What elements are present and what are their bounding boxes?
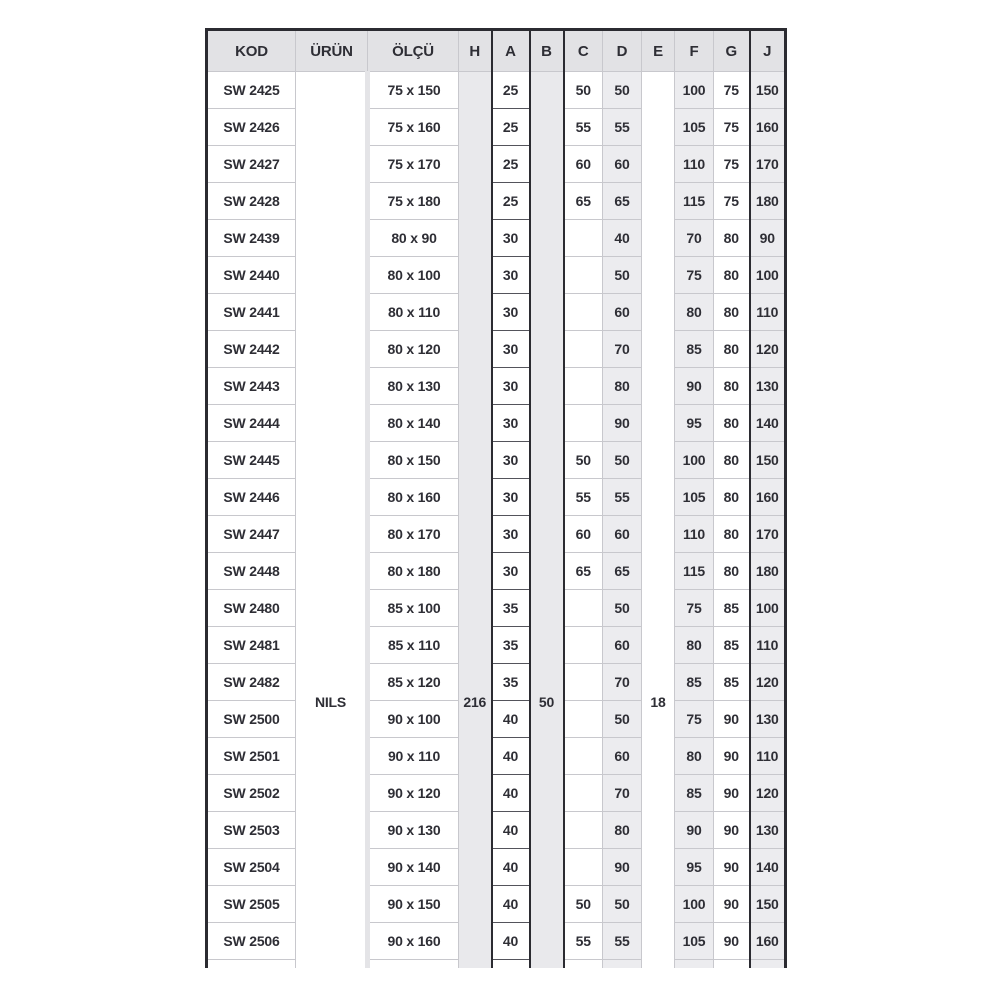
kod-cell: SW 2428 xyxy=(207,183,296,220)
kod-cell: SW 2503 xyxy=(207,812,296,849)
c-cell xyxy=(564,775,603,812)
c-cell xyxy=(564,294,603,331)
j-cell: 160 xyxy=(750,923,786,960)
f-cell: 95 xyxy=(675,405,714,442)
table-row xyxy=(207,886,786,923)
g-cell: 80 xyxy=(714,442,750,479)
a-cell: 30 xyxy=(492,516,530,553)
table-body xyxy=(207,72,786,969)
j-cell: 150 xyxy=(750,442,786,479)
a-cell: 25 xyxy=(492,183,530,220)
d-cell: 50 xyxy=(603,72,642,109)
j-cell: 120 xyxy=(750,664,786,701)
f-cell: 115 xyxy=(675,183,714,220)
table-row xyxy=(207,775,786,812)
column-header-j: J xyxy=(750,30,786,72)
d-cell: 40 xyxy=(603,220,642,257)
a-cell: 40 xyxy=(492,812,530,849)
column-header-e: E xyxy=(642,30,675,72)
c-cell xyxy=(564,627,603,664)
kod-cell: SW 2443 xyxy=(207,368,296,405)
g-cell: 90 xyxy=(714,775,750,812)
column-header-olcu: ÖLÇÜ xyxy=(368,30,459,72)
c-cell xyxy=(564,590,603,627)
column-header-g: G xyxy=(714,30,750,72)
olcu-cell: 85 x 120 xyxy=(368,664,459,701)
column-header-b: B xyxy=(530,30,564,72)
urun-merged-cell-label: NILS xyxy=(314,694,347,710)
olcu-cell: 90 x 140 xyxy=(368,849,459,886)
a-cell: 25 xyxy=(492,72,530,109)
table-row xyxy=(207,516,786,553)
column-header-c: C xyxy=(564,30,603,72)
j-cell: 90 xyxy=(750,220,786,257)
a-cell: 40 xyxy=(492,849,530,886)
c-cell xyxy=(564,960,603,969)
a-cell: 30 xyxy=(492,405,530,442)
table-row xyxy=(207,442,786,479)
table-row xyxy=(207,146,786,183)
a-cell: 40 xyxy=(492,923,530,960)
g-cell: 75 xyxy=(714,109,750,146)
d-cell: 60 xyxy=(603,294,642,331)
table-header xyxy=(207,30,786,72)
a-cell: 30 xyxy=(492,220,530,257)
f-cell: 75 xyxy=(675,257,714,294)
olcu-cell: 80 x 170 xyxy=(368,516,459,553)
c-cell: 65 xyxy=(564,183,603,220)
j-cell: 140 xyxy=(750,405,786,442)
d-cell: 50 xyxy=(603,701,642,738)
a-cell: 25 xyxy=(492,146,530,183)
g-cell: 85 xyxy=(714,664,750,701)
partial-bottom-row xyxy=(207,960,786,969)
kod-cell: SW 2504 xyxy=(207,849,296,886)
j-cell: 130 xyxy=(750,701,786,738)
e-merged-cell xyxy=(642,72,675,969)
h-merged-cell-label: 216 xyxy=(463,694,487,710)
g-cell: 85 xyxy=(714,590,750,627)
table-row xyxy=(207,553,786,590)
table-row xyxy=(207,664,786,701)
kod-cell: SW 2505 xyxy=(207,886,296,923)
d-cell: 60 xyxy=(603,627,642,664)
kod-cell: SW 2447 xyxy=(207,516,296,553)
a-cell: 35 xyxy=(492,664,530,701)
d-cell: 80 xyxy=(603,812,642,849)
j-cell: 120 xyxy=(750,331,786,368)
f-cell: 110 xyxy=(675,516,714,553)
a-cell: 30 xyxy=(492,479,530,516)
column-header-urun: ÜRÜN xyxy=(296,30,368,72)
j-cell: 140 xyxy=(750,849,786,886)
g-cell: 75 xyxy=(714,183,750,220)
table-row xyxy=(207,923,786,960)
table-row xyxy=(207,257,786,294)
kod-cell xyxy=(207,960,296,969)
g-cell: 80 xyxy=(714,368,750,405)
d-cell: 90 xyxy=(603,849,642,886)
urun-merged-cell xyxy=(296,72,368,969)
f-cell: 110 xyxy=(675,146,714,183)
kod-cell: SW 2426 xyxy=(207,109,296,146)
g-cell: 80 xyxy=(714,405,750,442)
table-row xyxy=(207,72,786,109)
olcu-cell: 85 x 110 xyxy=(368,627,459,664)
g-cell: 75 xyxy=(714,146,750,183)
f-cell: 90 xyxy=(675,812,714,849)
c-cell xyxy=(564,664,603,701)
f-cell: 105 xyxy=(675,923,714,960)
j-cell: 150 xyxy=(750,886,786,923)
a-cell: 40 xyxy=(492,701,530,738)
f-cell: 85 xyxy=(675,664,714,701)
c-cell: 65 xyxy=(564,553,603,590)
kod-cell: SW 2442 xyxy=(207,331,296,368)
g-cell: 90 xyxy=(714,849,750,886)
f-cell: 80 xyxy=(675,738,714,775)
olcu-cell: 90 x 110 xyxy=(368,738,459,775)
olcu-cell: 75 x 160 xyxy=(368,109,459,146)
f-cell: 100 xyxy=(675,442,714,479)
olcu-cell: 80 x 150 xyxy=(368,442,459,479)
f-cell: 115 xyxy=(675,553,714,590)
d-cell: 50 xyxy=(603,886,642,923)
f-cell xyxy=(675,960,714,969)
olcu-cell: 80 x 120 xyxy=(368,331,459,368)
kod-cell: SW 2445 xyxy=(207,442,296,479)
column-header-f: F xyxy=(675,30,714,72)
g-cell: 80 xyxy=(714,257,750,294)
a-cell: 40 xyxy=(492,886,530,923)
g-cell: 90 xyxy=(714,701,750,738)
c-cell xyxy=(564,257,603,294)
c-cell: 50 xyxy=(564,72,603,109)
olcu-cell: 90 x 120 xyxy=(368,775,459,812)
c-cell xyxy=(564,738,603,775)
kod-cell: SW 2502 xyxy=(207,775,296,812)
f-cell: 70 xyxy=(675,220,714,257)
f-cell: 85 xyxy=(675,775,714,812)
d-cell: 80 xyxy=(603,368,642,405)
kod-cell: SW 2425 xyxy=(207,72,296,109)
f-cell: 85 xyxy=(675,331,714,368)
olcu-cell xyxy=(368,960,459,969)
j-cell: 110 xyxy=(750,627,786,664)
olcu-cell: 75 x 170 xyxy=(368,146,459,183)
a-cell: 30 xyxy=(492,553,530,590)
f-cell: 100 xyxy=(675,72,714,109)
j-cell: 100 xyxy=(750,257,786,294)
c-cell: 60 xyxy=(564,516,603,553)
kod-cell: SW 2481 xyxy=(207,627,296,664)
olcu-cell: 90 x 100 xyxy=(368,701,459,738)
kod-cell: SW 2446 xyxy=(207,479,296,516)
c-cell: 60 xyxy=(564,146,603,183)
olcu-cell: 80 x 140 xyxy=(368,405,459,442)
f-cell: 105 xyxy=(675,479,714,516)
g-cell: 90 xyxy=(714,812,750,849)
j-cell: 170 xyxy=(750,146,786,183)
c-cell xyxy=(564,849,603,886)
kod-cell: SW 2506 xyxy=(207,923,296,960)
d-cell: 70 xyxy=(603,331,642,368)
c-cell: 50 xyxy=(564,886,603,923)
j-cell: 130 xyxy=(750,368,786,405)
olcu-cell: 75 x 180 xyxy=(368,183,459,220)
f-cell: 80 xyxy=(675,627,714,664)
a-cell: 35 xyxy=(492,590,530,627)
table-row xyxy=(207,738,786,775)
g-cell: 80 xyxy=(714,553,750,590)
table-row xyxy=(207,294,786,331)
d-cell: 65 xyxy=(603,183,642,220)
g-cell xyxy=(714,960,750,969)
kod-cell: SW 2500 xyxy=(207,701,296,738)
d-cell: 65 xyxy=(603,553,642,590)
kod-cell: SW 2448 xyxy=(207,553,296,590)
table-row xyxy=(207,479,786,516)
c-cell xyxy=(564,701,603,738)
j-cell: 130 xyxy=(750,812,786,849)
f-cell: 105 xyxy=(675,109,714,146)
h-merged-cell xyxy=(459,72,492,969)
d-cell: 55 xyxy=(603,479,642,516)
d-cell: 60 xyxy=(603,738,642,775)
table-row xyxy=(207,368,786,405)
kod-cell: SW 2441 xyxy=(207,294,296,331)
j-cell: 170 xyxy=(750,516,786,553)
j-cell: 150 xyxy=(750,72,786,109)
d-cell xyxy=(603,960,642,969)
c-cell: 55 xyxy=(564,109,603,146)
kod-cell: SW 2482 xyxy=(207,664,296,701)
j-cell: 180 xyxy=(750,553,786,590)
kod-cell: SW 2439 xyxy=(207,220,296,257)
olcu-cell: 90 x 160 xyxy=(368,923,459,960)
g-cell: 90 xyxy=(714,923,750,960)
g-cell: 80 xyxy=(714,516,750,553)
f-cell: 90 xyxy=(675,368,714,405)
a-cell: 40 xyxy=(492,738,530,775)
d-cell: 70 xyxy=(603,664,642,701)
table-row xyxy=(207,849,786,886)
f-cell: 75 xyxy=(675,701,714,738)
c-cell xyxy=(564,812,603,849)
g-cell: 80 xyxy=(714,294,750,331)
j-cell: 160 xyxy=(750,479,786,516)
olcu-cell: 85 x 100 xyxy=(368,590,459,627)
table-row xyxy=(207,812,786,849)
c-cell xyxy=(564,331,603,368)
table-row xyxy=(207,109,786,146)
a-cell: 30 xyxy=(492,257,530,294)
kod-cell: SW 2501 xyxy=(207,738,296,775)
g-cell: 80 xyxy=(714,479,750,516)
c-cell: 50 xyxy=(564,442,603,479)
d-cell: 90 xyxy=(603,405,642,442)
header-row xyxy=(207,30,786,72)
c-cell xyxy=(564,405,603,442)
d-cell: 55 xyxy=(603,923,642,960)
c-cell xyxy=(564,368,603,405)
a-cell: 25 xyxy=(492,109,530,146)
kod-cell: SW 2427 xyxy=(207,146,296,183)
table-row xyxy=(207,627,786,664)
j-cell: 120 xyxy=(750,775,786,812)
olcu-cell: 90 x 150 xyxy=(368,886,459,923)
g-cell: 85 xyxy=(714,627,750,664)
d-cell: 50 xyxy=(603,590,642,627)
d-cell: 60 xyxy=(603,146,642,183)
f-cell: 95 xyxy=(675,849,714,886)
g-cell: 80 xyxy=(714,220,750,257)
j-cell: 110 xyxy=(750,294,786,331)
kod-cell: SW 2444 xyxy=(207,405,296,442)
table-row xyxy=(207,331,786,368)
table-row xyxy=(207,405,786,442)
e-merged-cell-label: 18 xyxy=(650,694,666,710)
a-cell: 35 xyxy=(492,627,530,664)
kod-cell: SW 2480 xyxy=(207,590,296,627)
table-row xyxy=(207,590,786,627)
table-row xyxy=(207,220,786,257)
product-spec-table-wrap xyxy=(205,28,788,968)
j-cell: 100 xyxy=(750,590,786,627)
olcu-cell: 80 x 100 xyxy=(368,257,459,294)
c-cell: 55 xyxy=(564,923,603,960)
g-cell: 80 xyxy=(714,331,750,368)
f-cell: 80 xyxy=(675,294,714,331)
olcu-cell: 80 x 180 xyxy=(368,553,459,590)
d-cell: 55 xyxy=(603,109,642,146)
f-cell: 100 xyxy=(675,886,714,923)
olcu-cell: 80 x 160 xyxy=(368,479,459,516)
b-merged-cell-label: 50 xyxy=(538,694,555,710)
olcu-cell: 80 x 90 xyxy=(368,220,459,257)
a-cell xyxy=(492,960,530,969)
j-cell: 160 xyxy=(750,109,786,146)
b-merged-cell xyxy=(530,72,564,969)
d-cell: 60 xyxy=(603,516,642,553)
g-cell: 90 xyxy=(714,886,750,923)
d-cell: 50 xyxy=(603,257,642,294)
g-cell: 90 xyxy=(714,738,750,775)
d-cell: 50 xyxy=(603,442,642,479)
a-cell: 30 xyxy=(492,294,530,331)
d-cell: 70 xyxy=(603,775,642,812)
column-header-d: D xyxy=(603,30,642,72)
product-spec-table xyxy=(205,28,787,968)
column-header-h: H xyxy=(459,30,492,72)
c-cell: 55 xyxy=(564,479,603,516)
column-header-a: A xyxy=(492,30,530,72)
column-header-kod: KOD xyxy=(207,30,296,72)
kod-cell: SW 2440 xyxy=(207,257,296,294)
j-cell: 180 xyxy=(750,183,786,220)
j-cell xyxy=(750,960,786,969)
a-cell: 30 xyxy=(492,331,530,368)
g-cell: 75 xyxy=(714,72,750,109)
f-cell: 75 xyxy=(675,590,714,627)
olcu-cell: 90 x 130 xyxy=(368,812,459,849)
a-cell: 30 xyxy=(492,368,530,405)
olcu-cell: 80 x 110 xyxy=(368,294,459,331)
a-cell: 40 xyxy=(492,775,530,812)
j-cell: 110 xyxy=(750,738,786,775)
olcu-cell: 75 x 150 xyxy=(368,72,459,109)
olcu-cell: 80 x 130 xyxy=(368,368,459,405)
c-cell xyxy=(564,220,603,257)
table-row xyxy=(207,183,786,220)
table-row xyxy=(207,701,786,738)
a-cell: 30 xyxy=(492,442,530,479)
